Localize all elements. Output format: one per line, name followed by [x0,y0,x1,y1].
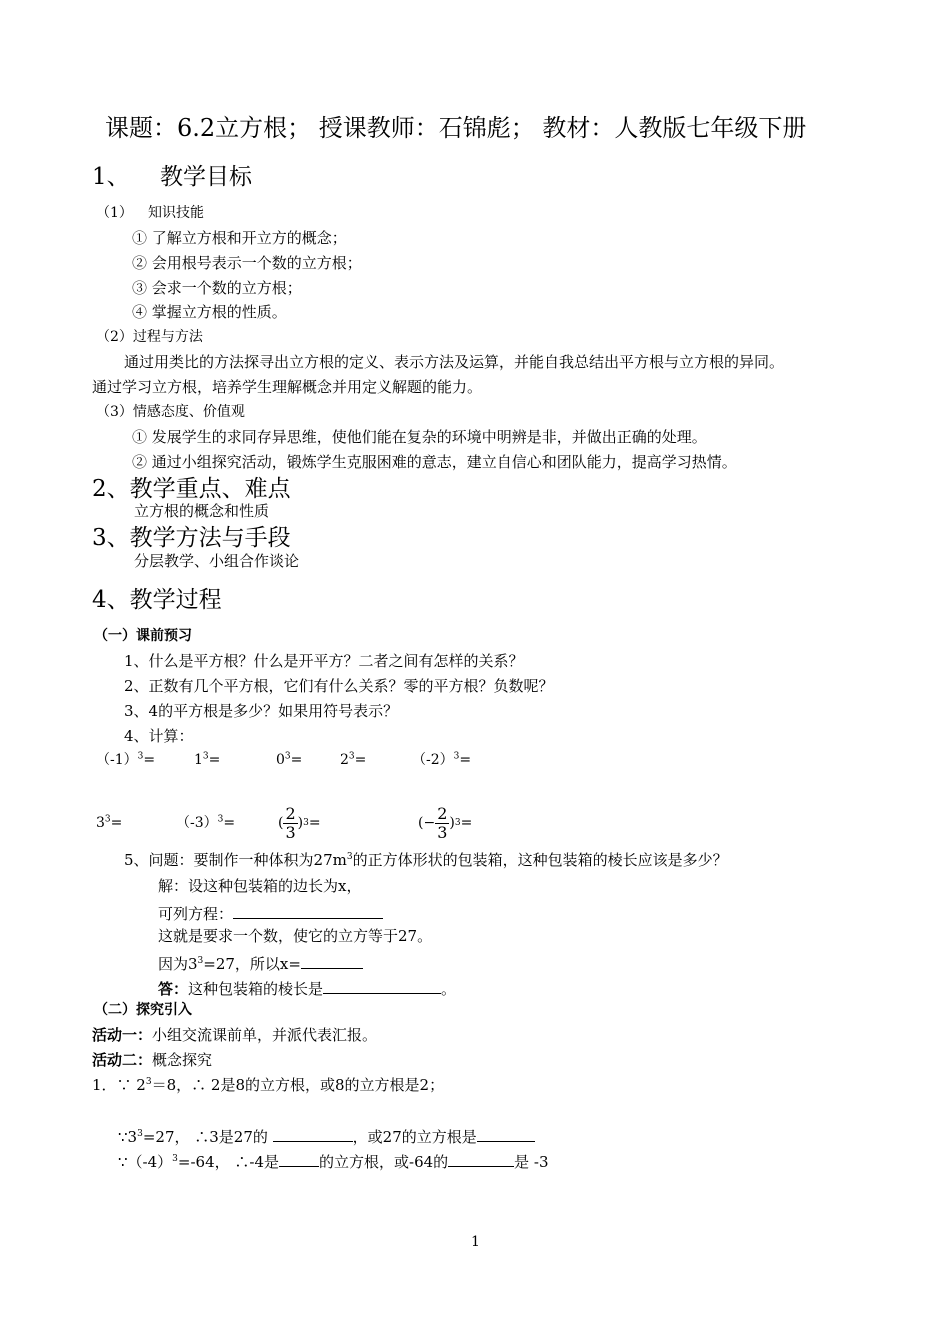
knowledge-item-2: ② 会用根号表示一个数的立方根； [132,254,362,272]
section-2-title: 2、教学重点、难点 [92,476,291,502]
knowledge-item-4: ④ 掌握立方根的性质。 [132,303,287,321]
calc-neg-two-thirds-cubed: (− $\frac{2}{3}$ ) 3 = [418,803,473,842]
solution-line-4: 因为$3^3=27$，所以x= [158,954,363,972]
section-3-title: 3、教学方法与手段 [92,525,291,551]
attitude-item-2: ② 通过小组探究活动，锻炼学生克服困难的意志，建立自信心和团队能力，提高学习热情。 [132,453,737,471]
activity-2: 活动二：概念探究 [92,1051,213,1069]
page-title: 课题：6.2立方根； 授课教师：石锦彪； 教材：人教版七年级下册 [105,114,807,142]
calc-neg1-cubed: $(-1)^3=$ [96,751,156,768]
answer-line: 答：这种包装箱的棱长是 。 [158,980,457,998]
fraction-two-thirds: $\frac{2}{3}$ [285,803,296,842]
question-2: 2、正数有几个平方根，它们有什么关系？零的平方根？负数呢？ [124,677,554,695]
activity-1: 活动一：小组交流课前单，并派代表汇报。 [92,1026,378,1044]
calc-two-thirds-cubed: ( $\frac{2}{3}$ ) 3 = [278,803,321,842]
process-text-1: 通过用类比的方法探寻出立方根的定义、表示方法及运算，并能自我总结出平方根与立方根的异同。 [124,353,785,371]
sub1-title: 知识技能 [148,205,204,221]
process-text-2: 通过学习立方根，培养学生理解概念并用定义解题的能力。 [92,378,483,396]
calc-neg3-cubed: $(-3)^3=$ [176,814,236,831]
cube-root-blank-2[interactable] [477,1127,535,1142]
section-4-title: 4、教学过程 [92,587,222,613]
cube-root-blank-4[interactable] [448,1152,514,1167]
section-3-text: 分层教学、小组合作谈论 [134,552,300,570]
calc-1-cubed: $1^3=$ [194,751,221,768]
page-number: 1 [471,1234,480,1250]
concept-line-1: 1．∵ $2^3=8$，∴ 2是8的立方根，或8的立方根是2； [92,1076,445,1094]
calc-0-cubed: $0^3=$ [276,751,303,768]
section-1-number: 1、 [92,164,130,190]
cube-root-blank-1[interactable] [273,1127,353,1142]
knowledge-item-1: ① 了解立方根和开立方的概念； [132,229,347,247]
concept-line-3: $\because(-4)^3=-64$， ∴-4是 的立方根，或-64的 是 -3 [118,1153,549,1171]
question-1: 1、什么是平方根？什么是开平方？二者之间有怎样的关系？ [124,652,524,670]
sub1-label: （1） [96,205,133,221]
question-5: 5、问题：要制作一种体积为$27m^3$的正方体形状的包装箱，这种包装箱的棱长应该是多少？ [124,851,728,869]
section-2-text: 立方根的概念和性质 [134,502,270,520]
knowledge-item-3: ③ 会求一个数的立方根； [132,279,302,297]
calc-neg2-cubed: $(-2)^3=$ [412,751,472,768]
fraction-neg-two-thirds: $\frac{2}{3}$ [437,803,448,842]
edge-length-blank[interactable] [323,979,441,994]
cube-root-blank-3[interactable] [279,1152,319,1167]
solution-line-1: 解：设这种包装箱的边长为x， [158,877,362,895]
question-3: 3、4的平方根是多少？如果用符号表示？ [124,702,399,720]
concept-line-2: $\because 3^3=27$， ∴3是27的 ，或27的立方根是 [118,1127,535,1145]
part2-title: （二）探究引入 [94,1002,192,1018]
solution-line-2: 可列方程： [158,904,383,922]
sub3-title: （3）情感态度、价值观 [96,404,245,420]
section-1-title: 教学目标 [160,164,252,190]
part1-title: （一）课前预习 [94,628,192,644]
sub2-title: （2）过程与方法 [96,329,203,345]
calc-2-cubed: $2^3=$ [340,751,367,768]
solution-line-3: 这就是要求一个数，使它的立方等于27。 [158,927,433,945]
attitude-item-1: ① 发展学生的求同存异思维，使他们能在复杂的环境中明辨是非，并做出正确的处理。 [132,428,707,446]
x-value-blank[interactable] [301,954,363,969]
equation-blank[interactable] [233,904,383,919]
calc-3-cubed: $3^3=$ [96,814,123,831]
question-4: 4、计算： [124,727,194,745]
